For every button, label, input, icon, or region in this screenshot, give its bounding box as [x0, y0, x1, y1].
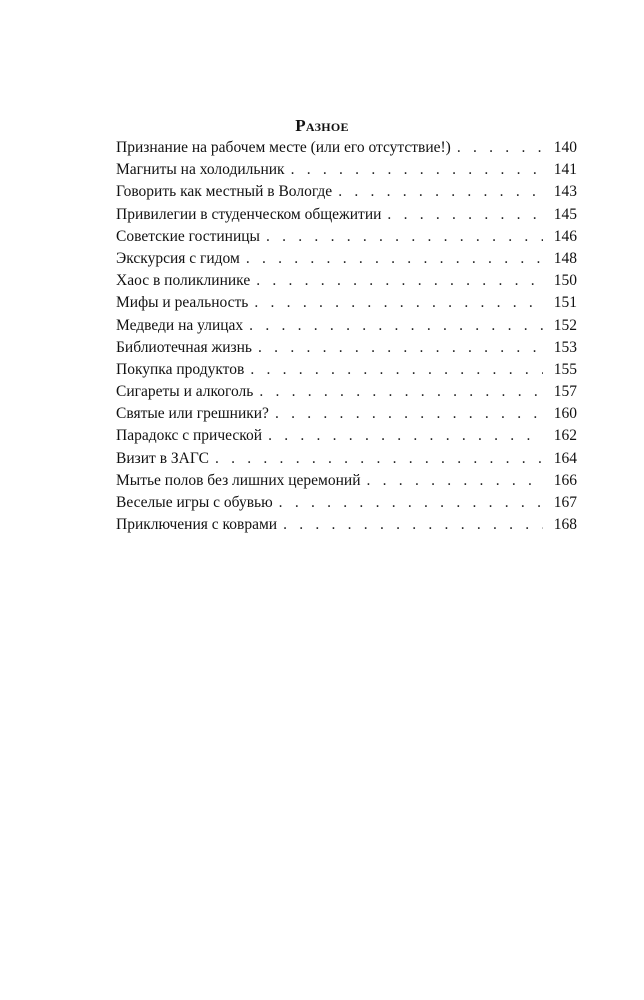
- dot-leader: [215, 448, 543, 470]
- toc-entry-title: Экскурсия с гидом: [116, 249, 240, 267]
- toc-entry-title: Мифы и реальность: [116, 294, 249, 312]
- toc-entry-title: Хаос в поликлинике: [116, 272, 251, 290]
- toc-entry[interactable]: [116, 448, 577, 470]
- toc-entry-title: Привилегии в студенческом общежитии: [116, 205, 382, 223]
- dot-leader: [246, 248, 543, 270]
- toc-entry-page: 162: [553, 427, 577, 445]
- toc-entry[interactable]: [116, 248, 577, 270]
- toc-entry-page: 143: [553, 183, 577, 201]
- toc-entry-page: 160: [553, 405, 577, 423]
- toc-entry-page: 148: [553, 249, 577, 267]
- toc-entry-page: 168: [553, 516, 577, 534]
- section-title: Разное: [295, 116, 349, 135]
- toc-entry[interactable]: [116, 403, 577, 425]
- toc-entry-title: Приключения с коврами: [116, 516, 278, 534]
- toc-entry-title: Признание на рабочем месте (или его отсутствие!): [116, 139, 451, 156]
- toc-entry-title: Мытье полов без лишних церемоний: [116, 471, 361, 489]
- dot-leader: [367, 470, 544, 492]
- toc-entry-page: 150: [553, 272, 577, 290]
- toc-entry-title: Парадокс с прической: [116, 427, 263, 445]
- toc-entry-page: 155: [553, 360, 577, 378]
- table-of-contents: [116, 137, 577, 536]
- toc-entry[interactable]: [116, 492, 577, 514]
- toc-entry-title: Покупка продуктов: [116, 360, 245, 378]
- toc-entry[interactable]: [116, 359, 577, 381]
- dot-leader: [338, 181, 543, 203]
- toc-entry-title: Советские гостиницы: [116, 227, 260, 245]
- toc-entry-page: 157: [553, 383, 577, 401]
- toc-entry[interactable]: [116, 381, 577, 403]
- toc-entry-page: 164: [553, 449, 577, 467]
- toc-entry-title: Библиотечная жизнь: [116, 338, 253, 356]
- dot-leader: [259, 381, 543, 403]
- toc-entry-page: 145: [553, 205, 577, 223]
- toc-entry[interactable]: [116, 204, 577, 226]
- toc-entry-page: 151: [553, 294, 577, 312]
- toc-entry-page: 146: [553, 227, 577, 245]
- dot-leader: [256, 270, 543, 292]
- toc-entry-page: 153: [553, 338, 577, 356]
- toc-entry-title: Говорить как местный в Вологде: [116, 183, 333, 201]
- dot-leader: [249, 315, 543, 337]
- toc-entry[interactable]: [116, 159, 577, 181]
- toc-entry[interactable]: [116, 226, 577, 248]
- toc-entry[interactable]: [116, 137, 577, 159]
- dot-leader: [258, 337, 543, 359]
- dot-leader: [250, 359, 543, 381]
- toc-entry-page: 141: [553, 161, 577, 179]
- toc-entry-page: 152: [553, 316, 577, 334]
- dot-leader: [387, 204, 543, 226]
- toc-entry-page: 140: [553, 139, 577, 156]
- toc-entry[interactable]: [116, 470, 577, 492]
- toc-entry[interactable]: [116, 181, 577, 203]
- dot-leader: [291, 159, 543, 181]
- toc-entry-page: 166: [553, 471, 577, 489]
- toc-entry-title: Медведи на улицах: [116, 316, 244, 334]
- toc-entry-title: Магниты на холодильник: [116, 161, 285, 179]
- toc-entry[interactable]: [116, 270, 577, 292]
- toc-entry-title: Визит в ЗАГС: [116, 449, 209, 467]
- toc-entry-title: Святые или грешники?: [116, 405, 269, 423]
- dot-leader: [279, 492, 543, 514]
- dot-leader: [457, 137, 543, 159]
- toc-entry[interactable]: [116, 315, 577, 337]
- dot-leader: [254, 292, 543, 314]
- dot-leader: [275, 403, 543, 425]
- dot-leader: [268, 425, 543, 447]
- toc-entry[interactable]: [116, 514, 577, 536]
- toc-entry-title: Веселые игры с обувью: [116, 494, 273, 511]
- toc-entry[interactable]: [116, 292, 577, 314]
- toc-entry[interactable]: [116, 337, 577, 359]
- toc-entry-title: Сигареты и алкоголь: [116, 383, 254, 401]
- dot-leader: [266, 226, 543, 248]
- toc-entry[interactable]: [116, 425, 577, 447]
- toc-entry-page: 167: [553, 494, 577, 511]
- dot-leader: [283, 514, 543, 536]
